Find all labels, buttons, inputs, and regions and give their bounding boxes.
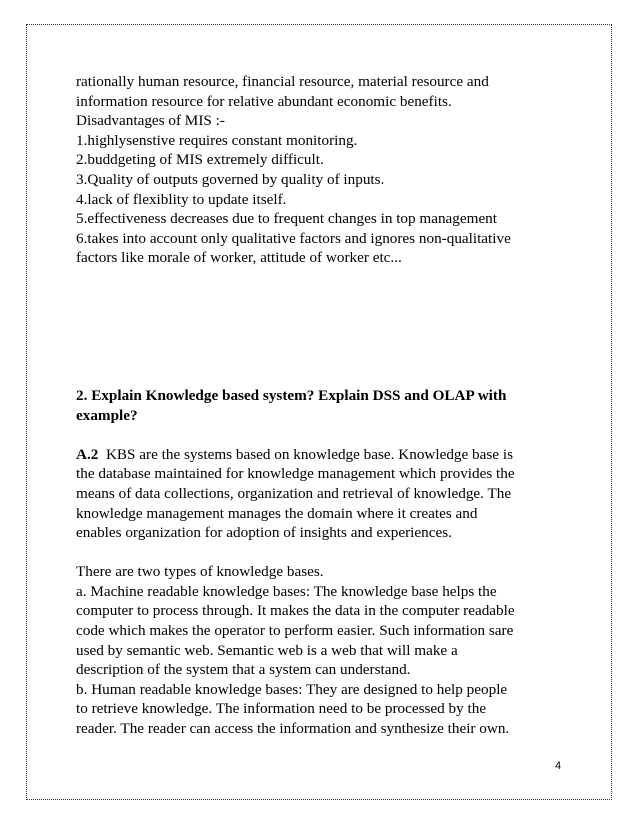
intro-paragraph: [76, 72, 566, 268]
text-line: code which makes the operator to perform easier. Such information sare: [76, 622, 514, 640]
list-item: 3.Quality of outputs governed by quality of inputs.: [76, 170, 385, 188]
list-item: 2.buddgeting of MIS extremely difficult.: [76, 151, 324, 169]
list-item: 5.effectiveness decreases due to frequent changes in top management: [76, 210, 498, 228]
list-item: 6.takes into account only qualitative factors and ignores non-qualitative: [76, 229, 511, 247]
answer-paragraph: [76, 445, 566, 543]
answer-label: A.2: [76, 445, 99, 463]
disadvantages-heading: Disadvantages of MIS :-: [76, 112, 225, 130]
text-line: used by semantic web. Semantic web is a web that will make a: [76, 641, 458, 659]
text-line: enables organization for adoption of insights and experiences.: [76, 524, 452, 542]
text-line: knowledge management manages the domain where it creates and: [76, 504, 478, 522]
text-line: to retrieve knowledge. The information need to be processed by the: [76, 700, 487, 718]
text-line: computer to process through. It makes the data in the computer readable: [76, 602, 515, 620]
list-item: 1.highlysenstive requires constant monitoring.: [76, 131, 358, 149]
text-line: b. Human readable knowledge bases: They are designed to help people: [76, 680, 508, 698]
text-line: rationally human resource, financial resource, material resource and: [76, 73, 489, 90]
text-line: There are two types of knowledge bases.: [76, 563, 324, 581]
list-item-continuation: factors like morale of worker, attitude of worker etc...: [76, 249, 402, 267]
question-line: example?: [76, 406, 138, 424]
page-number: 4: [555, 760, 562, 772]
text-line: reader. The reader can access the information and synthesize their own.: [76, 720, 510, 738]
question-line: 2. Explain Knowledge based system? Explain DSS and OLAP with: [76, 386, 507, 404]
text-line: information resource for relative abundant economic benefits.: [76, 92, 452, 110]
page-content: [76, 72, 566, 739]
answer-text: KBS are the systems based on knowledge base. Knowledge base is: [105, 445, 513, 463]
answer-first-line: [76, 445, 566, 465]
text-line: a. Machine readable knowledge bases: The knowledge base helps the: [76, 582, 497, 600]
list-item: 4.lack of flexiblity to update itself.: [76, 190, 287, 208]
text-line: the database maintained for knowledge management which provides the: [76, 465, 515, 483]
text-line: description of the system that a system can understand.: [76, 661, 411, 679]
types-paragraph: [76, 562, 566, 738]
text-line: means of data collections, organization and retrieval of knowledge. The: [76, 484, 512, 502]
question-heading: [76, 386, 566, 425]
